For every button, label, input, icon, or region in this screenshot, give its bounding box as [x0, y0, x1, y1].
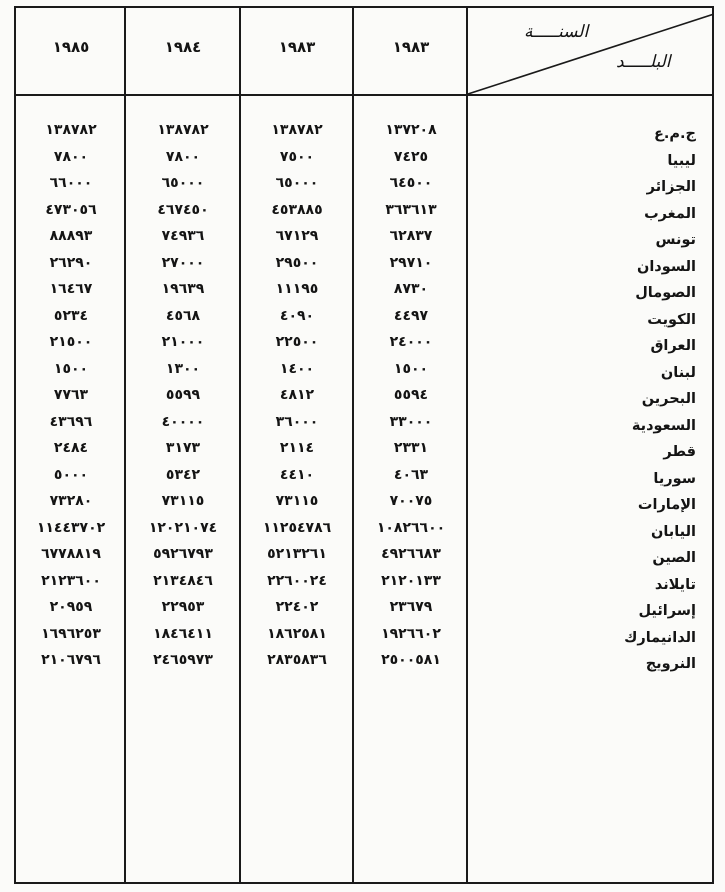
table-row	[16, 438, 712, 465]
value-cell: ٧٥٠٠	[279, 148, 315, 165]
value-cell: ٤٦٧٤٥٠	[157, 201, 209, 218]
table-row	[16, 385, 712, 412]
value-cell: ١٢٠٢١٠٧٤	[148, 519, 218, 536]
value-cell: ٢١١٤	[279, 440, 315, 456]
table-row	[16, 359, 712, 386]
table-row	[16, 597, 712, 624]
country-name: لبنان	[660, 364, 696, 381]
value-cell: ٧٠٠٧٥	[389, 493, 433, 509]
value-cell: ٧٤٩٣٦	[161, 228, 205, 244]
value-cell: ٤٤٩٧	[393, 307, 429, 324]
corner-year-label: السنـــــة	[524, 22, 589, 42]
table-row	[16, 412, 712, 439]
value-cell: ١٦٤٦٧	[49, 281, 93, 297]
year-header-1984: ١٩٨٤	[164, 38, 202, 56]
value-cell: ٤٩٢٦٦٨٣	[381, 546, 441, 562]
country-name: إسرائيل	[638, 603, 696, 619]
value-cell: ٨٧٣٠	[393, 281, 429, 297]
value-cell: ٥٢٣٤	[53, 307, 89, 324]
table-row	[16, 544, 712, 571]
value-cell: ٦٥٠٠٠	[275, 175, 319, 191]
value-cell: ٨٨٨٩٣	[49, 228, 93, 244]
value-cell: ٣٦٣٦١٣	[385, 201, 437, 218]
country-name: النرويج	[645, 656, 696, 672]
value-cell: ١٨٦٢٥٨١	[267, 625, 327, 642]
value-cell: ١١٤٤٣٧٠٢	[36, 519, 106, 536]
year-header-1985: ١٩٨٥	[52, 38, 90, 56]
table-row	[16, 173, 712, 200]
value-cell: ١٣٨٧٨٢	[271, 122, 323, 138]
value-cell: ٦٦٠٠٠	[49, 175, 93, 191]
country-name: ج.م.ع	[654, 126, 696, 142]
value-cell: ٢٥٠٠٥٨١	[381, 652, 441, 668]
value-cell: ٢١٢٣٦٠٠	[41, 572, 101, 589]
country-name: قطر	[663, 444, 696, 460]
country-name: المغرب	[644, 205, 696, 222]
value-cell: ٤٠٩٠	[279, 307, 315, 324]
value-cell: ٢٠٩٥٩	[49, 599, 93, 615]
value-cell: ٤٣٦٩٦	[49, 413, 93, 430]
value-cell: ١١٢٥٤٧٨٦	[262, 519, 332, 536]
value-cell: ٢٦٢٩٠	[49, 254, 93, 271]
corner-diagonal	[468, 8, 714, 100]
country-name: الكويت	[647, 311, 696, 328]
value-cell: ٢١٠٦٧٩٦	[41, 652, 101, 668]
value-cell: ٤٤١٠	[279, 466, 315, 483]
value-cell: ٢٢٥٠٠	[275, 334, 319, 350]
value-cell: ٧٧٦٣	[53, 387, 89, 403]
value-cell: ٥٥٩٩	[165, 387, 201, 403]
table-row	[16, 571, 712, 598]
value-cell: ٢٢٤٠٢	[275, 599, 319, 615]
value-cell: ٧٤٢٥	[393, 148, 429, 165]
value-cell: ٤٥٣٨٨٥	[271, 201, 323, 218]
value-cell: ١٥٠٠	[53, 360, 89, 377]
value-cell: ٢١٢٠١٣٣	[381, 572, 441, 589]
value-cell: ٢١٥٠٠	[49, 334, 93, 350]
country-name: السعودية	[631, 417, 696, 434]
country-name: السودان	[636, 258, 696, 275]
table-row	[16, 147, 712, 174]
table-frame	[14, 6, 714, 884]
table-row	[16, 491, 712, 518]
value-cell: ١٩٦٣٩	[161, 281, 205, 297]
country-name: الدانيمارك	[624, 629, 696, 646]
value-cell: ٧٣٢٨٠	[49, 493, 93, 509]
table-row	[16, 650, 712, 677]
value-cell: ٧٣١١٥	[161, 493, 205, 509]
country-name: الصومال	[635, 285, 696, 301]
value-cell: ٢٤٨٤	[53, 440, 89, 456]
value-cell: ١١١٩٥	[275, 281, 319, 297]
value-cell: ٢٣٣١	[393, 440, 429, 456]
value-cell: ٢١٠٠٠	[161, 334, 205, 350]
value-cell: ٤٥٦٨	[165, 307, 201, 324]
value-cell: ٥٥٩٤	[393, 387, 429, 403]
country-name: سوريا	[653, 470, 696, 487]
value-cell: ١٣٠٠	[165, 360, 201, 377]
value-cell: ٧٨٠٠	[53, 148, 89, 165]
value-cell: ٣٣٠٠٠	[389, 413, 433, 430]
value-cell: ١٣٧٢٠٨	[385, 122, 437, 138]
value-cell: ٢٩٧١٠	[389, 254, 433, 271]
table-row	[16, 332, 712, 359]
country-name: تونس	[655, 232, 696, 248]
value-cell: ١٣٨٧٨٢	[45, 122, 97, 138]
value-cell: ٣٦٠٠٠	[275, 413, 319, 430]
value-cell: ٢٣٦٧٩	[389, 599, 433, 615]
corner-country-label: البلـــــد	[616, 52, 671, 72]
value-cell: ٦٢٨٣٧	[389, 228, 433, 244]
year-header-1983-a: ١٩٨٣	[278, 38, 316, 56]
value-cell: ١٥٠٠	[393, 360, 429, 377]
value-cell: ٧٣١١٥	[275, 493, 319, 509]
value-cell: ٦٥٠٠٠	[161, 175, 205, 191]
value-cell: ١٤٠٠	[279, 360, 315, 377]
table-row	[16, 306, 712, 333]
value-cell: ٤٠٦٣	[393, 466, 429, 483]
value-cell: ٢١٣٤٨٤٦	[153, 572, 213, 589]
country-name: ليبيا	[667, 152, 696, 169]
country-name: الإمارات	[637, 497, 696, 513]
value-cell: ٦٧١٢٩	[275, 228, 319, 244]
country-name: اليابان	[650, 523, 696, 540]
value-cell: ١٩٢٦٦٠٢	[381, 625, 441, 642]
value-cell: ٥٣٤٢	[165, 466, 201, 483]
table-row	[16, 200, 712, 227]
value-cell: ٦٤٥٠٠	[389, 175, 433, 191]
value-cell: ٢٤٦٥٩٧٣	[153, 652, 213, 668]
value-cell: ٢٧٠٠٠	[161, 254, 205, 271]
value-cell: ٢٢٩٥٣	[161, 599, 205, 615]
value-cell: ١٨٤٦٤١١	[153, 625, 213, 642]
country-name: تايلاند	[654, 576, 696, 593]
value-cell: ٥٠٠٠	[53, 466, 89, 483]
value-cell: ١٣٨٧٨٢	[157, 122, 209, 138]
value-cell: ٢٤٠٠٠	[389, 334, 433, 350]
table-row	[16, 624, 712, 651]
value-cell: ٤٨١٢	[279, 387, 315, 403]
country-name: الصين	[652, 550, 696, 566]
table-row	[16, 253, 712, 280]
value-cell: ١٠٨٢٦٦٠٠	[376, 519, 446, 536]
table-row	[16, 226, 712, 253]
country-name: العراق	[650, 338, 696, 354]
value-cell: ٢٨٣٥٨٣٦	[267, 652, 327, 668]
value-cell: ٤٧٣٠٥٦	[45, 201, 97, 218]
country-name: البحرين	[641, 391, 696, 407]
value-cell: ١٦٩٦٢٥٣	[41, 625, 101, 642]
year-header-1983-b: ١٩٨٣	[392, 38, 430, 56]
table-body	[16, 120, 712, 677]
country-name: الجزائر	[646, 179, 696, 195]
value-cell: ٥٩٢٦٧٩٣	[153, 546, 213, 562]
value-cell: ٤٠٠٠٠	[161, 413, 205, 430]
table-row	[16, 120, 712, 147]
value-cell: ٢٩٥٠٠	[275, 254, 319, 271]
value-cell: ٧٨٠٠	[165, 148, 201, 165]
table-row	[16, 465, 712, 492]
table-row	[16, 279, 712, 306]
table-row	[16, 518, 712, 545]
value-cell: ٦٧٧٨٨١٩	[41, 546, 101, 562]
value-cell: ٣١٧٣	[165, 440, 201, 456]
value-cell: ٥٢١٣٢٦١	[267, 546, 327, 562]
value-cell: ٢٢٦٠٠٢٤	[267, 572, 327, 589]
